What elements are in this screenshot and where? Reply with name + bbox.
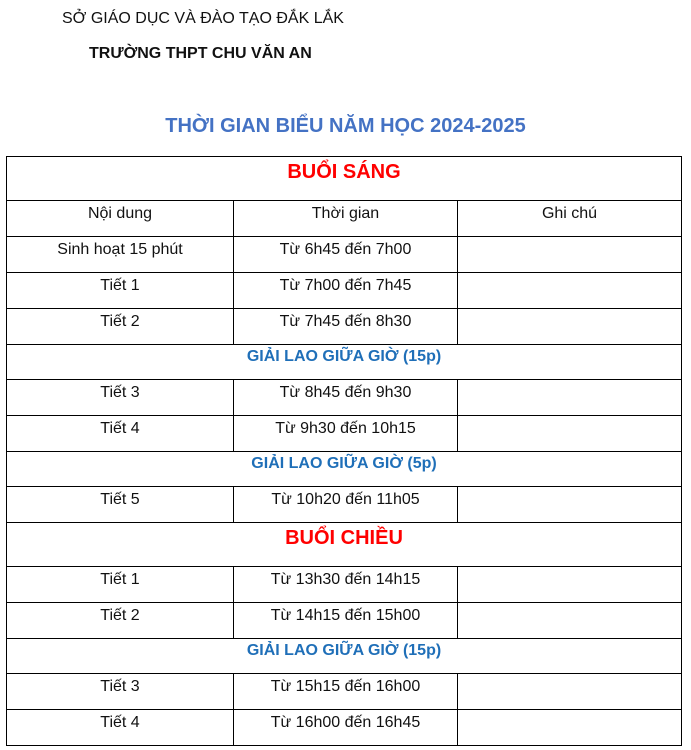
table-row bbox=[7, 273, 682, 309]
row-content: Tiết 4 bbox=[7, 416, 234, 452]
break-row bbox=[7, 639, 682, 674]
row-note bbox=[458, 237, 682, 273]
break-label: GIẢI LAO GIỮA GIỜ (15p) bbox=[7, 639, 682, 674]
table-row bbox=[7, 237, 682, 273]
row-time: Từ 9h30 đến 10h15 bbox=[234, 416, 458, 452]
row-note bbox=[458, 603, 682, 639]
table-row bbox=[7, 309, 682, 345]
row-time: Từ 7h00 đến 7h45 bbox=[234, 273, 458, 309]
row-note bbox=[458, 273, 682, 309]
row-content: Tiết 3 bbox=[7, 380, 234, 416]
table-row bbox=[7, 710, 682, 746]
row-content: Tiết 1 bbox=[7, 567, 234, 603]
department-name: SỞ GIÁO DỤC VÀ ĐÀO TẠO ĐẮK LẮK bbox=[62, 10, 344, 27]
row-time: Từ 15h15 đến 16h00 bbox=[234, 674, 458, 710]
row-time: Từ 10h20 đến 11h05 bbox=[234, 487, 458, 523]
table-row bbox=[7, 487, 682, 523]
break-row bbox=[7, 452, 682, 487]
table-row bbox=[7, 674, 682, 710]
break-label: GIẢI LAO GIỮA GIỜ (15p) bbox=[7, 345, 682, 380]
row-time: Từ 14h15 đến 15h00 bbox=[234, 603, 458, 639]
column-header-row bbox=[7, 201, 682, 237]
row-content: Tiết 4 bbox=[7, 710, 234, 746]
morning-session-row bbox=[7, 157, 682, 201]
document-title: THỜI GIAN BIỂU NĂM HỌC 2024-2025 bbox=[165, 115, 526, 137]
row-note bbox=[458, 487, 682, 523]
row-content: Tiết 2 bbox=[7, 309, 234, 345]
row-note bbox=[458, 710, 682, 746]
table-row bbox=[7, 416, 682, 452]
row-note bbox=[458, 567, 682, 603]
break-label: GIẢI LAO GIỮA GIỜ (5p) bbox=[7, 452, 682, 487]
row-content: Tiết 5 bbox=[7, 487, 234, 523]
row-time: Từ 8h45 đến 9h30 bbox=[234, 380, 458, 416]
timetable bbox=[6, 156, 682, 746]
column-header-time: Thời gian bbox=[234, 201, 458, 237]
row-content: Tiết 1 bbox=[7, 273, 234, 309]
table-row bbox=[7, 380, 682, 416]
row-time: Từ 6h45 đến 7h00 bbox=[234, 237, 458, 273]
afternoon-session-row bbox=[7, 523, 682, 567]
afternoon-session-label: BUỔI CHIỀU bbox=[7, 523, 682, 567]
row-note bbox=[458, 380, 682, 416]
morning-session-label: BUỔI SÁNG bbox=[7, 157, 682, 201]
row-note bbox=[458, 674, 682, 710]
column-header-note: Ghi chú bbox=[458, 201, 682, 237]
row-time: Từ 13h30 đến 14h15 bbox=[234, 567, 458, 603]
row-content: Sinh hoạt 15 phút bbox=[7, 237, 234, 273]
row-time: Từ 7h45 đến 8h30 bbox=[234, 309, 458, 345]
school-name: TRƯỜNG THPT CHU VĂN AN bbox=[89, 45, 312, 62]
table-row bbox=[7, 603, 682, 639]
row-note bbox=[458, 309, 682, 345]
column-header-content: Nội dung bbox=[7, 201, 234, 237]
row-content: Tiết 2 bbox=[7, 603, 234, 639]
table-row bbox=[7, 567, 682, 603]
row-content: Tiết 3 bbox=[7, 674, 234, 710]
row-time: Từ 16h00 đến 16h45 bbox=[234, 710, 458, 746]
row-note bbox=[458, 416, 682, 452]
break-row bbox=[7, 345, 682, 380]
